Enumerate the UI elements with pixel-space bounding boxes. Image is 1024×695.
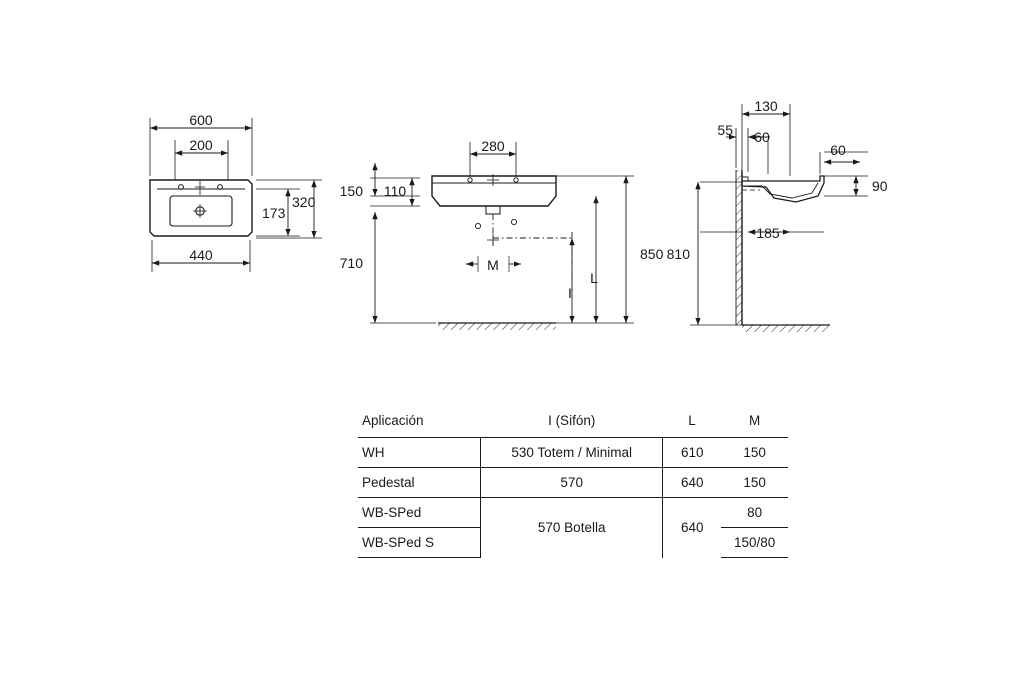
cell-application: WB-SPed S — [358, 528, 481, 558]
dim-label-185: 185 — [756, 225, 780, 241]
dim-label-280: 280 — [481, 138, 505, 154]
header-m: M — [721, 406, 788, 438]
dim-label-60-left: 60 — [754, 129, 770, 145]
cell-m: 150 — [721, 438, 788, 468]
dim-label-173: 173 — [262, 205, 286, 221]
cell-application: WH — [358, 438, 481, 468]
cell-l: 640 — [663, 468, 722, 498]
dim-label-M: M — [487, 257, 499, 273]
cell-l: 610 — [663, 438, 722, 468]
specification-table — [358, 406, 788, 558]
dim-label-90: 90 — [872, 178, 888, 194]
elevation-view-geometry — [432, 174, 572, 330]
dim-label-130: 130 — [754, 98, 778, 114]
dim-label-440: 440 — [189, 247, 213, 263]
cell-siphon: 570 Botella — [481, 498, 663, 558]
dim-label-55: 55 — [717, 122, 733, 138]
cell-m: 150 — [721, 468, 788, 498]
table-header-row — [358, 406, 788, 438]
dim-label-850: 850 — [640, 246, 664, 262]
dim-label-200: 200 — [189, 137, 213, 153]
front-view-geometry — [150, 180, 252, 236]
cell-m: 150/80 — [721, 528, 788, 558]
dim-label-150: 150 — [339, 183, 363, 199]
cell-siphon: 570 — [481, 468, 663, 498]
cell-siphon: 530 Totem / Minimal — [481, 438, 663, 468]
cell-l: 640 — [680, 520, 704, 536]
dim-label-110: 110 — [383, 183, 407, 199]
header-l: L — [663, 406, 722, 438]
table-row — [358, 468, 788, 498]
dim-label-I: I — [568, 285, 572, 301]
header-siphon: I (Sifón) — [481, 406, 663, 438]
dim-label-710: 710 — [339, 255, 363, 271]
cell-application: Pedestal — [358, 468, 481, 498]
table-row — [358, 498, 788, 528]
cell-m: 80 — [721, 498, 788, 528]
dim-label-810: 810 — [666, 246, 690, 262]
dim-label-320: 320 — [292, 194, 316, 210]
cell-application: WB-SPed — [358, 498, 481, 528]
dim-label-600: 600 — [189, 112, 213, 128]
dim-label-60-right: 60 — [830, 142, 846, 158]
table-row — [358, 438, 788, 468]
section-view-geometry — [736, 170, 830, 332]
dim-label-L: L — [590, 270, 598, 286]
header-application: Aplicación — [358, 406, 481, 438]
